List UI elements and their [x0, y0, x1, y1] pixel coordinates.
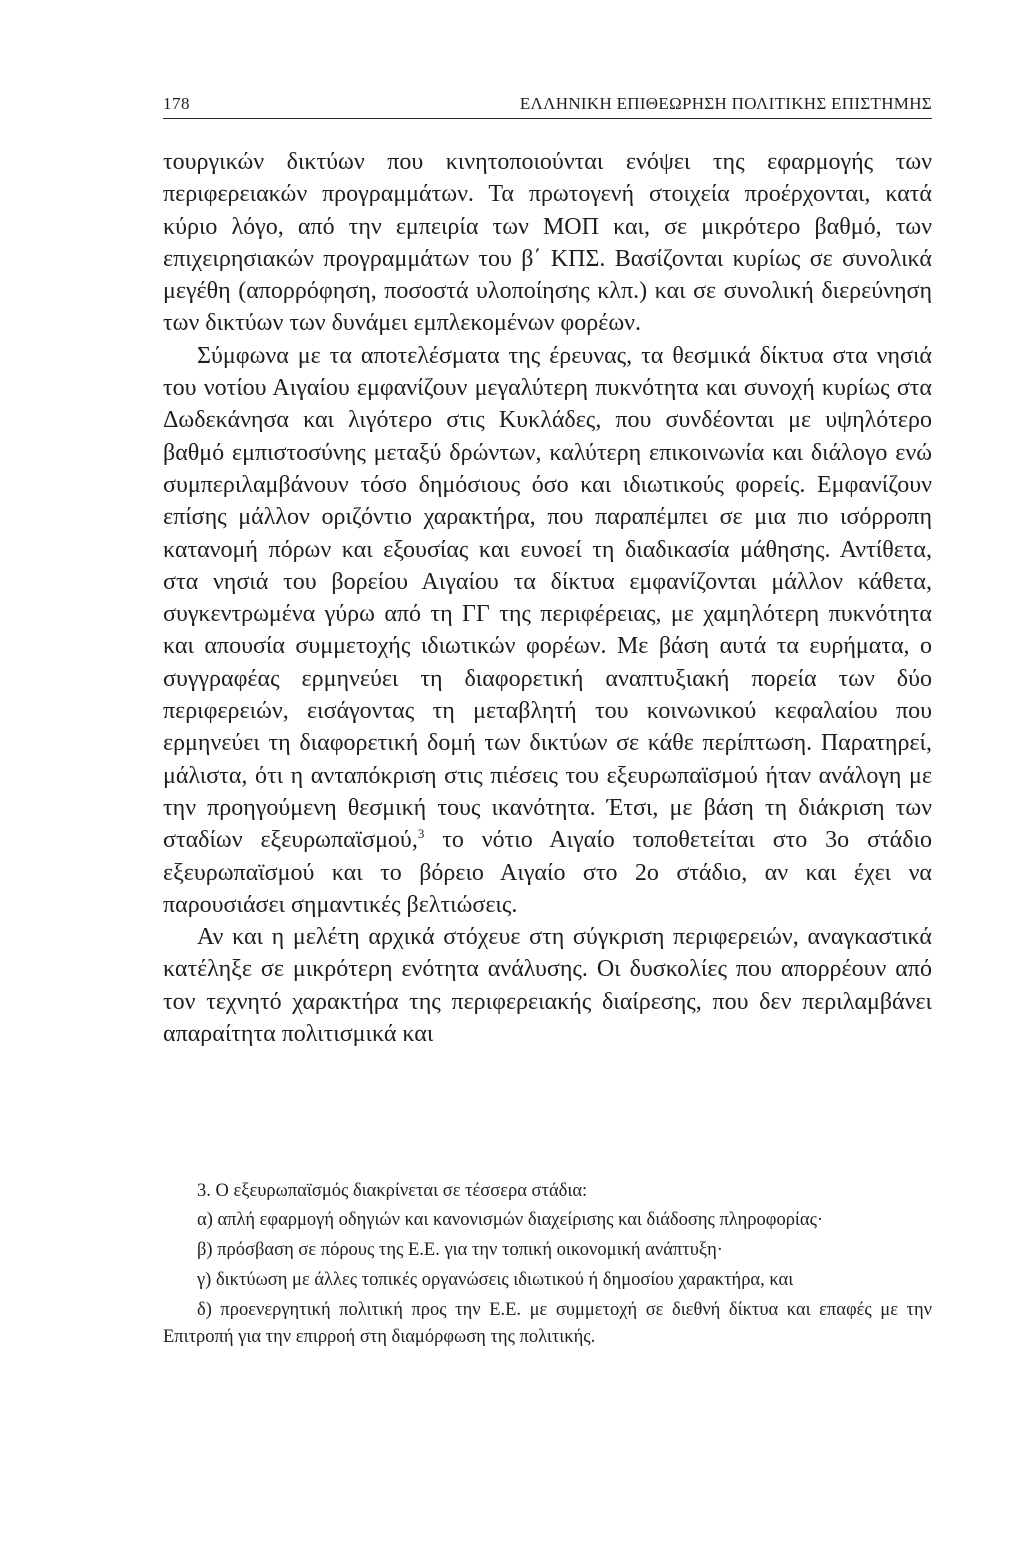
footnote-3-intro: 3. Ο εξευρωπαϊσμός διακρίνεται σε τέσσερα στάδια: [197, 1181, 588, 1201]
book-page [163, 0, 932, 1550]
page-header [163, 90, 932, 119]
main-text [163, 146, 932, 1050]
paragraph-2 [163, 340, 932, 921]
footnote-item-d: δ) προενεργητική πολιτική προς την Ε.Ε. με συμμετοχή σε διεθνή δίκτυα και επαφές με την Επιτροπή για την επιρροή στη διαμόρφωση της πολιτικής. [163, 1300, 932, 1347]
footnotes [163, 1178, 932, 1354]
paragraph-2-text-cont: το νότιο Αιγαίο τοποθετείται στο 3ο στάδιο εξευρωπαϊσμού και το βόρειο Αιγαίο στο 2ο στάδιο, αν και έχει να παρουσιάσει σημαντικές βελτιώσεις. [163, 827, 932, 918]
paragraph-1: τουργικών δικτύων που κινητοποιούνται ενόψει της εφαρμογής των περιφερειακών προγραμμάτων. Τα πρωτογενή στοιχεία προέρχονται, κατά κύριο λόγο, από την εμπειρία των ΜΟΠ και, σε μικρότερο βαθμό, των επιχειρησιακών προγραμμάτων του β΄ ΚΠΣ. Βασίζονται κυρίως σε συνολικά μεγέθη (απορρόφηση, ποσοστά υλοποίησης κλπ.) και σε συνολική διερεύνηση των δικτύων των δυνάμει εμπλεκομένων φορέων. [163, 149, 932, 337]
footnote-item-a: α) απλή εφαρμογή οδηγιών και κανονισμών διαχείρισης και διάδοσης πληροφορίας· [197, 1210, 824, 1230]
paragraph-2-text: Σύμφωνα με τα αποτελέσματα της έρευνας, τα θεσμικά δίκτυα στα νησιά του νοτίου Αιγαίου εμφανίζουν μεγαλύτερη πυκνότητα και συνοχή κυρίως στα Δωδεκάνησα και λιγότερο στις Κυκλάδες, που συνδέονται με υψηλότερο βαθμό εμπιστοσύνης μεταξύ δρώντων, καλύτερη επικοινωνία και διάλογο ενώ συμπεριλαμβάνουν τόσο δημόσιους όσο και ιδιωτικούς φορείς. Εμφανίζουν επίσης μάλλον οριζόντιο χαρακτήρα, που παραπέμπει σε μια πιο ισόρροπη κατανομή πόρων και εξουσίας και ευνοεί τη διαδικασία μάθησης. Αντίθετα, στα νησιά του βορείου Αιγαίου τα δίκτυα εμφανίζονται μάλλον κάθετα, συγκεντρωμένα γύρω από τη ΓΓ της περιφέρειας, με χαμηλότερη πυκνότητα και απουσία συμμετοχής ιδιωτικών φορέων. Με βάση αυτά τα ευρήματα, ο συγγραφέας ερμηνεύει τη διαφορετική αναπτυξιακή πορεία των δύο περιφερειών, εισάγοντας τη μεταβλητή του κοινωνικού κεφαλαίου που ερμηνεύει τη διαφορετική δομή των δικτύων σε κάθε περίπτωση. Παρατηρεί, μάλιστα, ότι η ανταπόκριση στις πιέσεις του εξευρωπαϊσμού ήταν ανάλογη με την προηγούμενη θεσμική τους ικανότητα. Έτσι, με βάση τη διάκριση των σταδίων εξευρωπαϊσμού, [163, 342, 932, 854]
paragraph-3: Αν και η μελέτη αρχικά στόχευε στη σύγκριση περιφερειών, αναγκαστικά κατέληξε σε μικρότερη ενότητα ανάλυσης. Οι δυσκολίες που απορρέουν από τον τεχνητό χαρακτήρα της περιφερειακής διαίρεσης, που δεν περιλαμβάνει απαραίτητα πολιτισμικά και [163, 924, 932, 1048]
footnote-ref-3[interactable]: 3 [417, 826, 425, 842]
footnote-item-c: γ) δικτύωση με άλλες τοπικές οργανώσεις ιδιωτικού ή δημοσίου χαρακτήρα, και [197, 1270, 794, 1290]
page-number: 178 [163, 94, 190, 113]
footnote-item-b: β) πρόσβαση σε πόρους της Ε.Ε. για την τοπική οικονομική ανάπτυξη· [197, 1240, 723, 1260]
running-title: ΕΛΛΗΝΙΚΗ ΕΠΙΘΕΩΡΗΣΗ ΠΟΛΙΤΙΚΗΣ ΕΠΙΣΤΗΜΗΣ [519, 94, 932, 113]
